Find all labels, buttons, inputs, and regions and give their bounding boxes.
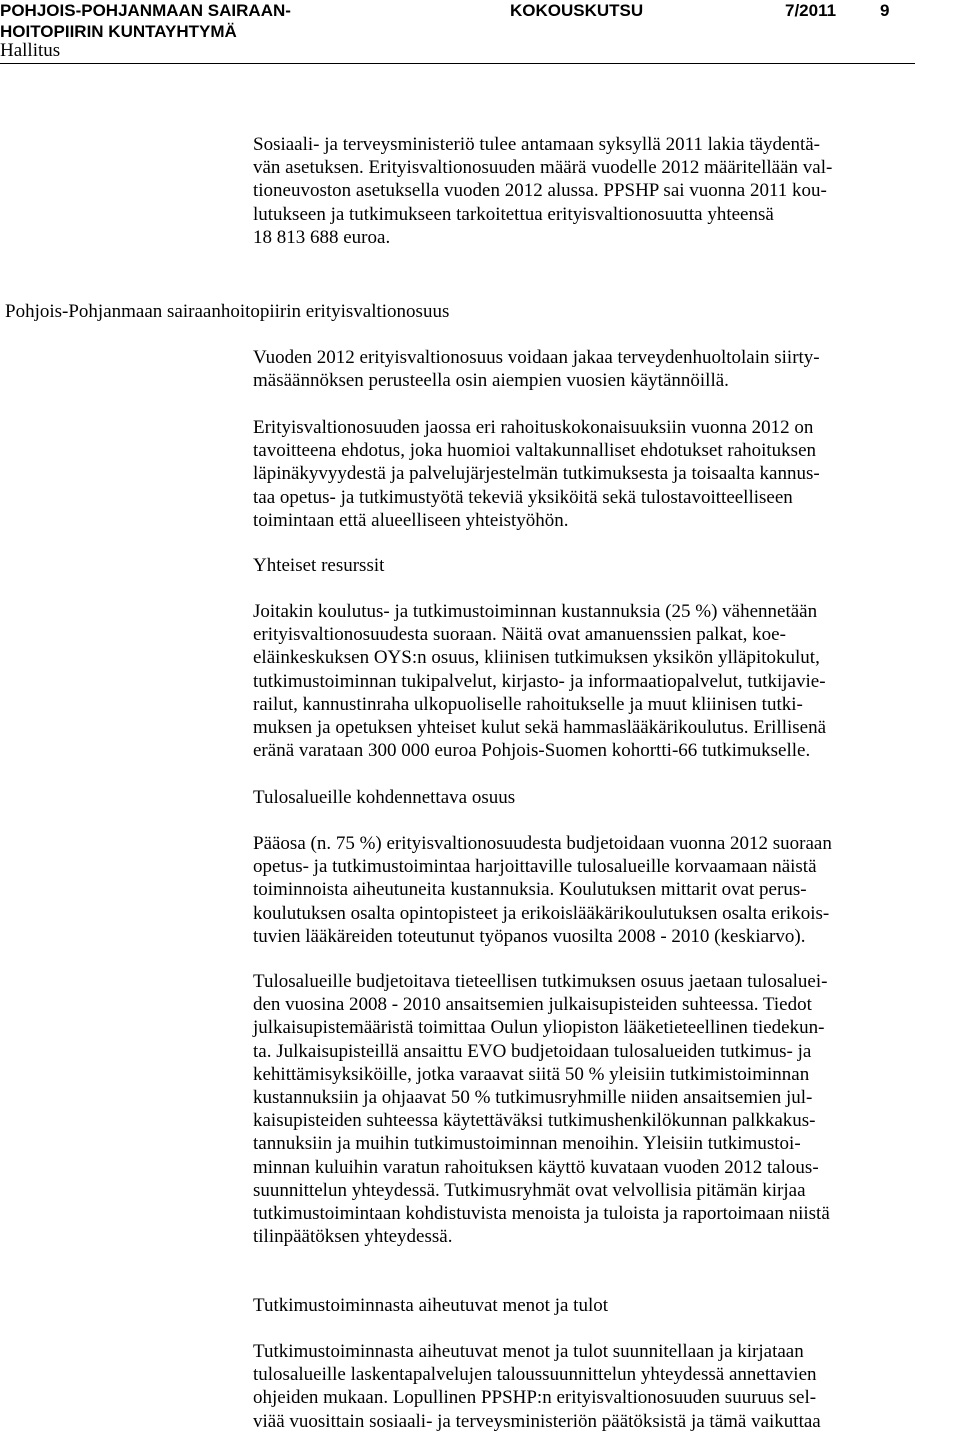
heading-research-costs: Tutkimustoiminnasta aiheutuvat menot ja tulot [253, 1295, 608, 1316]
text-line: tilinpäätöksen yhteydessä. [253, 1226, 453, 1248]
text-line: den vuosina 2008 - 2010 ansaitsemien julkaisupisteiden suhteessa. Tiedot [253, 994, 812, 1016]
text-line: viää vuosittain sosiaali- ja terveysministeriön päätöksistä ja tämä vaikuttaa [253, 1410, 821, 1432]
text-line: lutukseen ja tutkimukseen tarkoitettua erityisvaltionosuutta yhteensä [253, 203, 774, 225]
text-line: suunnittelun yhteydessä. Tutkimusryhmät ovat velvollisia pitämän kirjaa [253, 1179, 806, 1201]
text-line: erityisvaltionosuudesta suoraan. Näitä ovat amanuenssien palkat, koe- [253, 624, 786, 646]
text-line: kehittämisyksiköille, jotka varaavat siitä 50 % yleisiin tutkimistoiminnan [253, 1063, 810, 1085]
side-heading: Pohjois-Pohjanmaan sairaanhoitopiirin erityisvaltionosuus [5, 301, 450, 322]
section-label: Hallitus [0, 40, 61, 61]
paragraph-result-areas [253, 832, 960, 948]
paragraph-ministry-decree [253, 133, 960, 249]
paragraph-allocation-goal [253, 416, 960, 532]
text-line: ta. Julkaisupisteillä ansaittu EVO budjetoidaan tulosalueiden tutkimus- ja [253, 1040, 812, 1062]
text-line: Tutkimustoiminnasta aiheutuvat menot ja tulot suunnitellaan ja kirjataan [253, 1341, 804, 1362]
text-line: railut, kannustinraha ulkopuoliselle rahoitukselle ja muut kliinisen tutki- [253, 693, 803, 715]
text-line: tioneuvoston asetuksella vuoden 2012 alussa. PPSHP sai vuonna 2011 kou- [253, 180, 827, 202]
paragraph-transition-rule [253, 346, 960, 392]
text-line: tannuksiin ja muihin tutkimustoiminnan menoihin. Yleisiin tutkimustoi- [253, 1133, 801, 1155]
organization-name [0, 0, 291, 42]
text-line: kaisupisteiden suhteessa käytettäväksi tutkimushenkilökunnan palkkakus- [253, 1110, 816, 1132]
text-line: toiminnoista aiheutuneita kustannuksia. Koulutuksen mittarit ovat perus- [253, 879, 807, 901]
text-line: 18 813 688 euroa. [253, 226, 391, 248]
text-line: eränä varataan 300 000 euroa Pohjois-Suomen kohortti-66 tutkimukselle. [253, 740, 811, 762]
paragraph-research-costs [253, 1340, 960, 1433]
text-line: taa opetus- ja tutkimustyötä tekeviä yksiköitä sekä tulostavoitteelliseen [253, 486, 793, 508]
paragraph-shared-resources [253, 600, 960, 762]
text-line: läpinäkyvyydestä ja palvelujärjestelmän tutkimuksesta ja toisaalta kannus- [253, 463, 820, 485]
text-line: Pääosa (n. 75 %) erityisvaltionosuudesta budjetoidaan vuonna 2012 suoraan [253, 833, 832, 854]
document-type: KOKOUSKUTSU [510, 1, 644, 20]
text-line: tulosalueille laskentapalvelujen taloussuunnittelun yhteydessä annettavien [253, 1364, 817, 1386]
text-line: kustannuksiin ja ohjaavat 50 % tutkimusryhmille niiden ansaitsemien jul- [253, 1087, 813, 1109]
text-line: tavoitteena ehdotus, joka huomioi valtakunnalliset ehdotukset rahoituksen [253, 440, 817, 462]
text-line: Joitakin koulutus- ja tutkimustoiminnan kustannuksia (25 %) vähennetään [253, 601, 818, 622]
text-line: mäsäännöksen perusteella osin aiempien vuosien käytännöillä. [253, 370, 729, 392]
text-line: julkaisupistemääristä toimittaa Oulun yliopiston lääketieteellinen tiedekun- [253, 1017, 825, 1039]
text-line: tutkimustoiminnan tukipalvelut, kirjasto- ja informaatiopalvelut, tutkijavie- [253, 670, 826, 692]
organization-name-line1: POHJOIS-POHJANMAAN SAIRAAN- [0, 1, 291, 20]
text-line: toimintaan että alueelliseen yhteistyöhön. [253, 509, 569, 531]
text-line: koulutuksen osalta opintopisteet ja erikoislääkärikoulutuksen osalta erikois- [253, 902, 830, 924]
heading-shared-resources: Yhteiset resurssit [253, 555, 385, 576]
text-line: vän asetuksen. Erityisvaltionosuuden määrä vuodelle 2012 määritellään val- [253, 157, 833, 179]
text-line: eläinkeskuksen OYS:n osuus, kliinisen tutkimuksen yksikön ylläpitokulut, [253, 647, 820, 669]
paragraph-research-budget [253, 970, 960, 1248]
text-line: ohjeiden mukaan. Lopullinen PPSHP:n erityisvaltionosuuden suuruus sel- [253, 1387, 817, 1409]
text-line: tuvien lääkäreiden toteutunut työpanos vuosilta 2008 - 2010 (keskiarvo). [253, 925, 806, 947]
header-divider [0, 63, 915, 64]
text-line: tutkimustoimintaan kohdistuvista menoista ja tuloista ja raportoimaan niistä [253, 1203, 830, 1225]
heading-result-areas: Tulosalueille kohdennettava osuus [253, 787, 516, 808]
page-number: 9 [880, 1, 890, 20]
organization-name-line2: HOITOPIIRIN KUNTAYHTYMÄ [0, 22, 237, 41]
text-line: opetus- ja tutkimustoimintaa harjoittaville tulosalueille korvaamaan näistä [253, 856, 817, 878]
text-line: Sosiaali- ja terveysministeriö tulee antamaan syksyllä 2011 lakia täydentä- [253, 134, 821, 155]
text-line: Vuoden 2012 erityisvaltionosuus voidaan jakaa terveydenhuoltolain siirty- [253, 347, 820, 368]
document-number: 7/2011 [785, 1, 837, 20]
text-line: Tulosalueille budjetoitava tieteellisen tutkimuksen osuus jaetaan tulosaluei- [253, 971, 828, 992]
text-line: minnan kuluihin varatun rahoituksen käyttö kuvataan vuoden 2012 talous- [253, 1156, 819, 1178]
text-line: Erityisvaltionosuuden jaossa eri rahoituskokonaisuuksiin vuonna 2012 on [253, 417, 814, 438]
text-line: muksen ja opetuksen yhteiset kulut sekä hammaslääkärikoulutus. Erillisenä [253, 717, 827, 739]
